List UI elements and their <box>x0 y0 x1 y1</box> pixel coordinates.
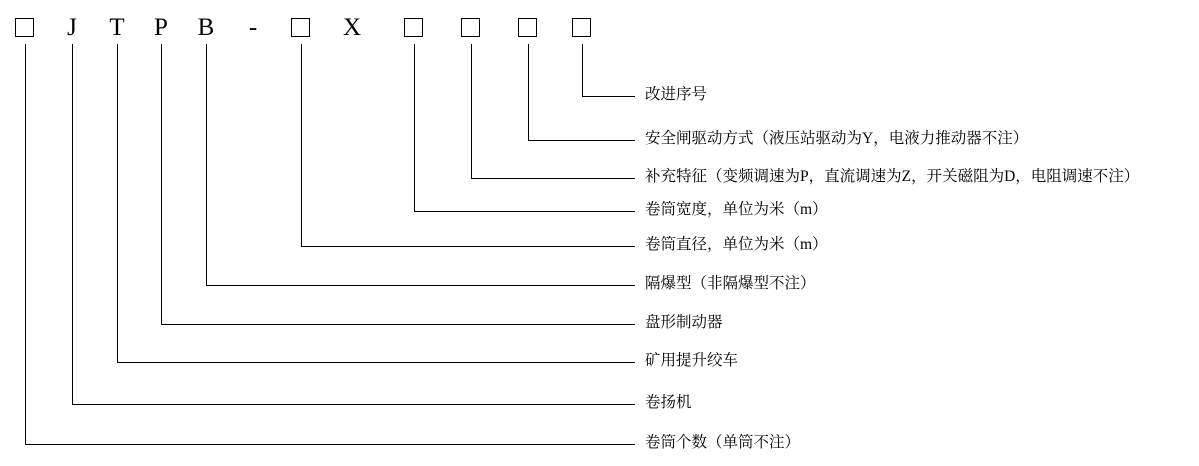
improvement-serial-box[interactable] <box>572 18 591 37</box>
leader-run-drum-width <box>414 211 635 212</box>
leader-stem-disc-brake <box>161 44 162 324</box>
callout-label-drum-width: 卷筒宽度，单位为米（m） <box>645 201 828 218</box>
leader-stem-drum-width <box>414 44 415 211</box>
drum-count-box[interactable] <box>15 18 34 37</box>
model-code-row <box>0 0 1199 56</box>
leader-run-disc-brake <box>161 324 635 325</box>
leader-run-hoist <box>72 404 635 405</box>
drum-width-box[interactable] <box>404 18 423 37</box>
leader-stem-mine-hoisting-winch <box>117 44 118 362</box>
leader-stem-safety-brake-drive-mode <box>528 44 529 140</box>
leader-run-explosion-proof-type <box>206 285 635 286</box>
leader-stem-improvement-serial-number <box>582 44 583 96</box>
leader-run-mine-hoisting-winch <box>117 362 635 363</box>
leader-stem-supplementary-feature <box>471 44 472 178</box>
leader-run-safety-brake-drive-mode <box>528 140 635 141</box>
callout-label-mine-hoisting-winch: 矿用提升绞车 <box>645 352 739 369</box>
callout-label-improvement-serial-number: 改进序号 <box>645 86 708 103</box>
callout-label-supplementary-feature: 补充特征（变频调速为P，直流调速为Z，开关磁阻为D，电阻调速不注） <box>645 168 1140 185</box>
callout-label-drum-count: 卷筒个数（单筒不注） <box>645 434 801 451</box>
leader-run-improvement-serial-number <box>582 96 635 97</box>
drum-diameter-box[interactable] <box>291 18 310 37</box>
letter-p: P <box>154 14 168 41</box>
leader-run-drum-diameter <box>301 246 635 247</box>
callout-label-explosion-proof-type: 隔爆型（非隔爆型不注） <box>645 275 816 292</box>
callout-label-drum-diameter: 卷筒直径，单位为米（m） <box>645 236 828 253</box>
callout-label-disc-brake: 盘形制动器 <box>645 314 723 331</box>
callout-label-safety-brake-drive-mode: 安全闸驱动方式（液压站驱动为Y，电液力推动器不注） <box>645 130 1029 147</box>
supplementary-feature-box[interactable] <box>461 18 480 37</box>
leader-run-supplementary-feature <box>471 178 635 179</box>
safety-brake-drive-box[interactable] <box>518 18 537 37</box>
leader-stem-drum-diameter <box>301 44 302 246</box>
callout-label-hoist: 卷扬机 <box>645 394 692 411</box>
letter-x: X <box>342 14 362 41</box>
hyphen: - <box>248 14 258 41</box>
leader-stem-explosion-proof-type <box>206 44 207 285</box>
leader-stem-drum-count <box>25 44 26 444</box>
letter-b: B <box>197 14 215 41</box>
letter-j: J <box>67 14 77 41</box>
letter-t: T <box>109 14 125 41</box>
leader-stem-hoist <box>72 44 73 404</box>
leader-run-drum-count <box>25 444 635 445</box>
